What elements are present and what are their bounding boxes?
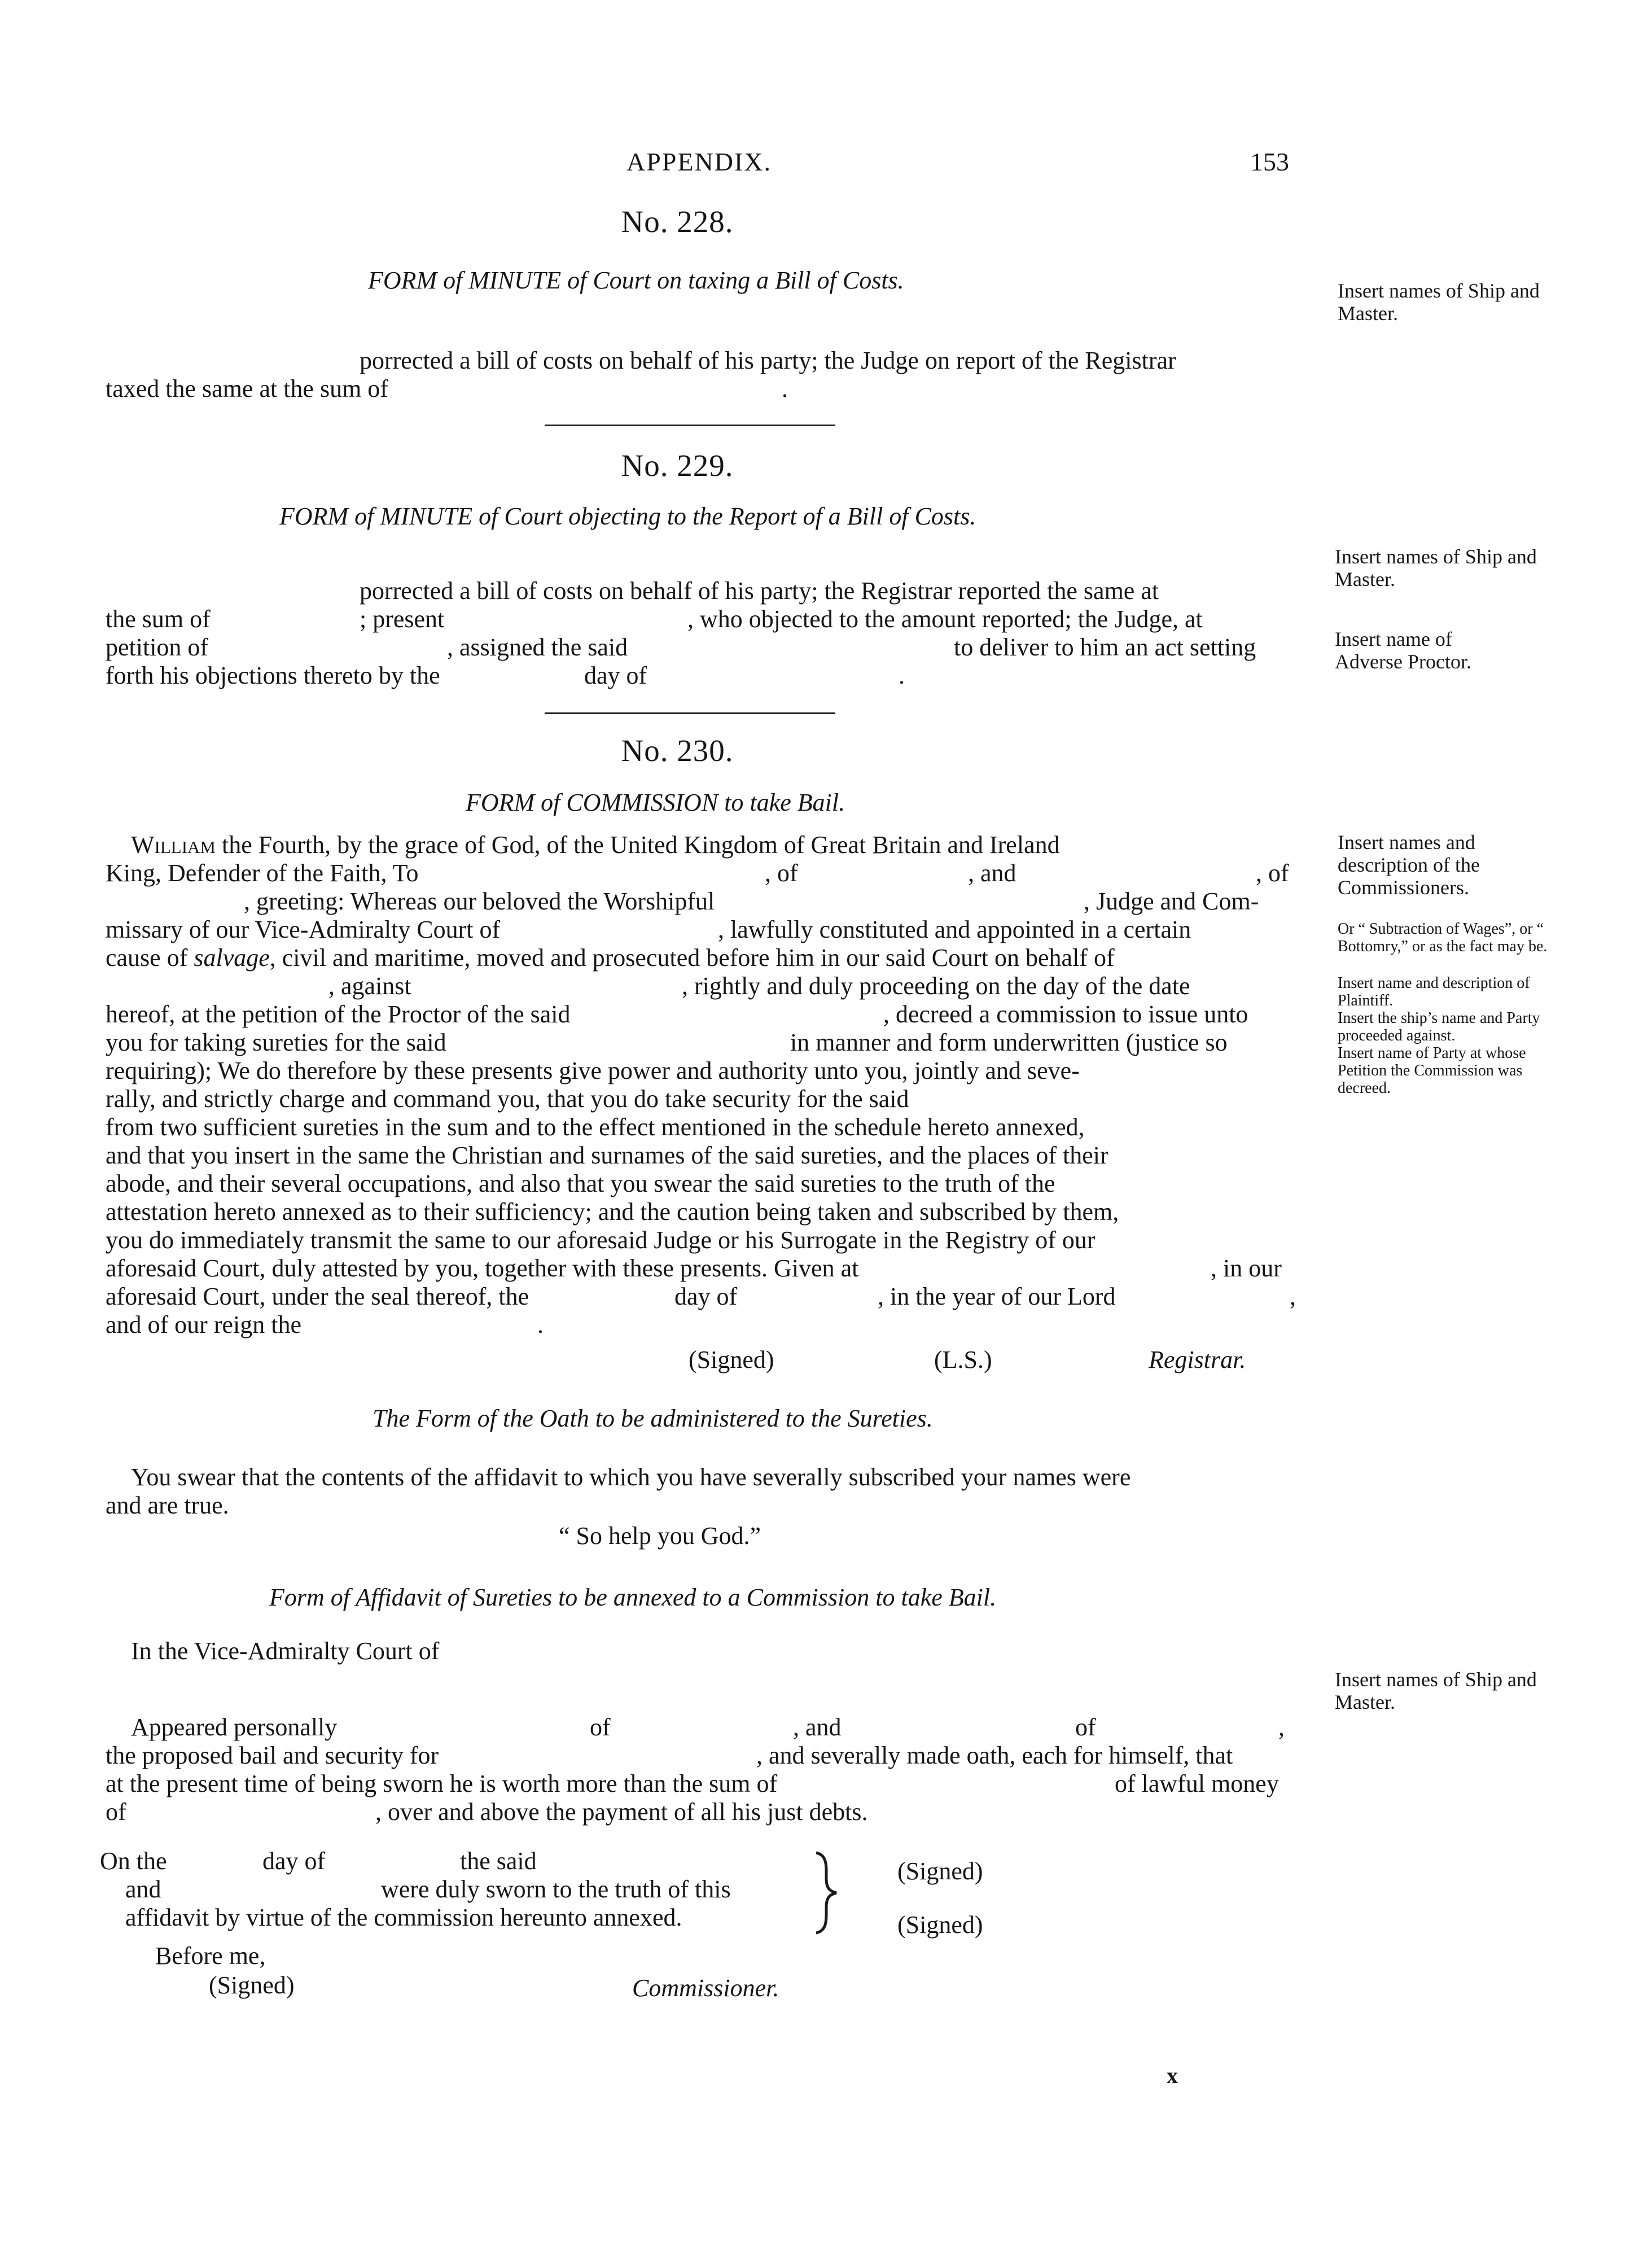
form-230-margin-note-1: Insert names and description of the Commissioners.: [1338, 831, 1480, 899]
commission-line: , lawfully constituted and appointed in a certain: [718, 916, 1191, 943]
form-229-text: forth his objections thereto by the: [106, 662, 440, 689]
commission-line: , Judge and Com-: [1084, 887, 1259, 915]
registrar-title: Registrar.: [1149, 1346, 1246, 1373]
commission-line: , in our: [1211, 1254, 1282, 1282]
form-229-text: the sum of: [106, 605, 211, 633]
registrar-signed: (Signed): [689, 1346, 774, 1373]
form-229-text: to deliver to him an act setting: [954, 633, 1256, 661]
commission-line: day of: [674, 1283, 738, 1310]
form-228-title: FORM of MINUTE of Court on taxing a Bill of Costs.: [368, 266, 904, 294]
oath-line-2: and are true.: [106, 1491, 229, 1519]
divider-rule: [545, 712, 835, 714]
commission-line: , rightly and duly proceeding on the day of the date: [682, 972, 1190, 1000]
form-229-text: , assigned the said: [447, 633, 628, 661]
affidavit-line: the proposed bail and security for: [106, 1742, 439, 1769]
form-229-margin-note-1: Insert names of Ship and Master.: [1335, 545, 1537, 590]
form-230-margin-note-5: Insert name of Party at whose Petition the Commission was decreed.: [1338, 1044, 1526, 1097]
commission-line: , in the year of our Lord: [878, 1283, 1116, 1310]
commission-line: ,: [1290, 1283, 1296, 1310]
commission-line: attestation hereto annexed as to their sufficiency; and the caution being taken and subscribed by them,: [106, 1198, 1119, 1226]
commission-line: hereof, at the petition of the Proctor of the said: [106, 1000, 571, 1028]
form-230-margin-note-2: Or “ Subtraction of Wages”, or “ Bottomry,” or as the fact may be.: [1338, 920, 1548, 955]
oath-line-1: You swear that the contents of the affidavit to which you have severally subscribed your names were: [131, 1463, 1131, 1491]
form-230-number: No. 230.: [621, 733, 734, 768]
form-229-margin-note-2: Insert name of Adverse Proctor.: [1335, 628, 1471, 673]
affidavit-line: of lawful money: [1115, 1770, 1279, 1797]
commission-line: , of: [1256, 859, 1289, 887]
form-228-end: .: [782, 375, 788, 403]
oath-title: The Form of the Oath to be administered to the Sureties.: [373, 1405, 933, 1432]
commission-line: missary of our Vice-Admiralty Court of: [106, 916, 501, 943]
page-number: 153: [1250, 147, 1289, 176]
commission-line: aforesaid Court, under the seal thereof, the: [106, 1283, 529, 1310]
form-228-line-1: porrected a bill of costs on behalf of his party; the Judge on report of the Registrar: [360, 347, 1176, 374]
affidavit-line: , and severally made oath, each for himself, that: [756, 1742, 1233, 1769]
commission-line: William the Fourth, by the grace of God, of the United Kingdom of Great Britain and Ireland: [131, 831, 1060, 859]
affidavit-court: In the Vice-Admiralty Court of: [131, 1637, 440, 1665]
affidavit-line: Appeared personally: [131, 1713, 338, 1741]
commission-line: , against: [328, 972, 411, 1000]
commission-line: aforesaid Court, duly attested by you, together with these presents. Given at: [106, 1254, 859, 1282]
commission-line: cause of salvage, civil and maritime, moved and prosecuted before him in our said Court on behalf of: [106, 944, 1115, 972]
commission-line: .: [537, 1311, 544, 1338]
signature-mark: x: [1167, 2063, 1178, 2088]
affidavit-line: ,: [1278, 1713, 1285, 1741]
commission-line: and of our reign the: [106, 1311, 301, 1338]
form-230-margin-note-4: Insert the ship’s name and Party proceeded against.: [1338, 1009, 1540, 1044]
form-229-number: No. 229.: [621, 448, 734, 483]
form-229-text: ; present: [360, 605, 445, 633]
form-229-line-1: porrected a bill of costs on behalf of his party; the Registrar reported the same at: [360, 577, 1159, 605]
form-228-margin-note: Insert names of Ship and Master.: [1338, 279, 1540, 325]
affidavit-line: at the present time of being sworn he is worth more than the sum of: [106, 1770, 778, 1797]
commissioner-signed: (Signed): [209, 1971, 295, 1999]
form-229-end: .: [899, 662, 905, 689]
seal-mark: (L.S.): [934, 1346, 992, 1373]
sworn-text: day of: [262, 1847, 326, 1875]
form-229-text: petition of: [106, 633, 209, 661]
surety-signed-2: (Signed): [897, 1911, 983, 1939]
sworn-text: On the: [100, 1847, 167, 1875]
affidavit-line: , and: [793, 1713, 842, 1741]
form-228-number: No. 228.: [621, 204, 734, 239]
commission-line: , greeting: Whereas our beloved the Worshipful: [244, 887, 715, 915]
affidavit-line: of: [1075, 1713, 1096, 1741]
commissioner-title: Commissioner.: [632, 1974, 779, 2002]
sworn-text: and: [125, 1875, 161, 1903]
form-229-text: day of: [584, 662, 647, 689]
divider-rule: [545, 425, 835, 426]
commission-line: , of: [765, 859, 798, 887]
sworn-text: the said: [460, 1847, 537, 1875]
oath-closing: “ So help you God.”: [559, 1522, 761, 1550]
affidavit-line: of: [106, 1798, 126, 1826]
form-230-margin-note-3: Insert name and description of Plaintiff.: [1338, 974, 1530, 1009]
commission-line: and that you insert in the same the Christian and surnames of the said sureties, and the places of their: [106, 1141, 1108, 1169]
commission-line: you do immediately transmit the same to our aforesaid Judge or his Surrogate in the Registry of our: [106, 1226, 1096, 1254]
running-head: APPENDIX.: [626, 147, 772, 176]
form-228-line-2: taxed the same at the sum of: [106, 375, 388, 403]
sworn-text: affidavit by virtue of the commission hereunto annexed.: [125, 1904, 682, 1931]
commission-line: abode, and their several occupations, and also that you swear the said sureties to the truth of the: [106, 1170, 1055, 1197]
surety-signed-1: (Signed): [897, 1857, 983, 1885]
affidavit-margin-note: Insert names of Ship and Master.: [1335, 1668, 1537, 1713]
commission-line: in manner and form underwritten (justice so: [790, 1029, 1228, 1056]
brace-icon: [813, 1851, 840, 1935]
affidavit-line: of: [590, 1713, 611, 1741]
commission-line: rally, and strictly charge and command you, that you do take security for the said: [106, 1085, 909, 1113]
commission-line: requiring); We do therefore by these presents give power and authority unto you, jointly and seve-: [106, 1057, 1080, 1084]
affidavit-line: , over and above the payment of all his just debts.: [375, 1798, 868, 1826]
commission-line: , and: [968, 859, 1016, 887]
commission-line: you for taking sureties for the said: [106, 1029, 446, 1056]
form-230-title: FORM of COMMISSION to take Bail.: [466, 789, 845, 816]
commission-line: , decreed a commission to issue unto: [883, 1000, 1248, 1028]
before-me: Before me,: [155, 1942, 266, 1970]
commission-line: from two sufficient sureties in the sum and to the effect mentioned in the schedule hereto annexed,: [106, 1113, 1085, 1141]
commission-line: King, Defender of the Faith, To: [106, 859, 419, 887]
affidavit-title: Form of Affidavit of Sureties to be annexed to a Commission to take Bail.: [269, 1584, 997, 1611]
sworn-text: were duly sworn to the truth of this: [381, 1875, 731, 1903]
form-229-title: FORM of MINUTE of Court objecting to the Report of a Bill of Costs.: [279, 502, 976, 530]
form-229-text: , who objected to the amount reported; the Judge, at: [687, 605, 1203, 633]
